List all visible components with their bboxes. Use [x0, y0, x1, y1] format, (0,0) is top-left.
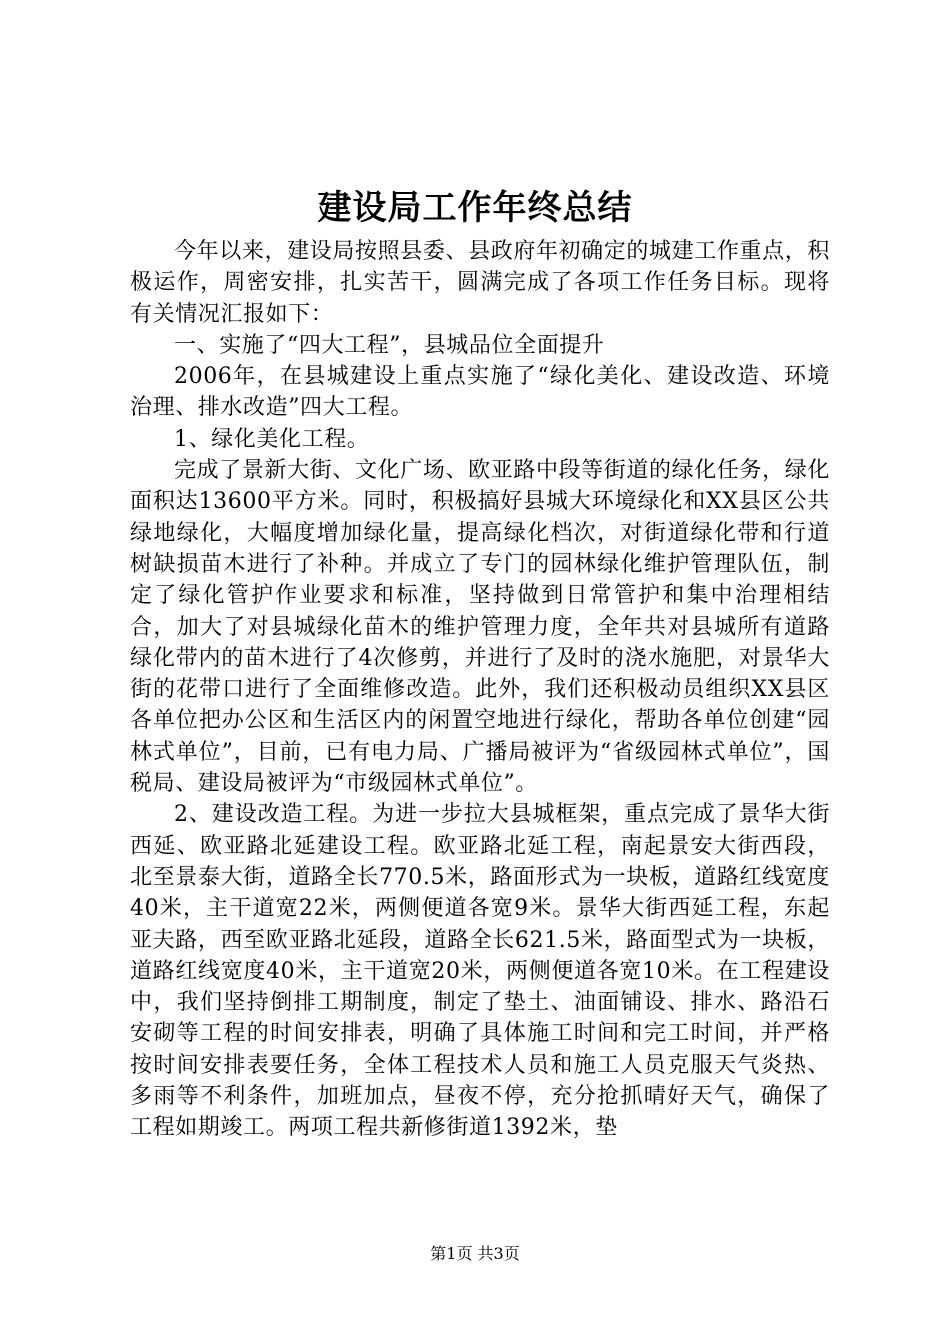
page-footer: 第1页 共3页: [430, 1244, 520, 1263]
document-title: 建设局工作年终总结: [317, 188, 633, 228]
section-heading-1: 一、实施了“四大工程”，县城品位全面提升: [174, 332, 605, 358]
greening-paragraph: 完成了景新大街、文化广场、欧亚路中段等街道的绿化任务，绿化面积达13600平方米。同时，积极搞好县城大环境绿化和XX县区公共绿地绿化，大幅度增加绿化量，提高绿化档次，对街道绿化带和行道树缺损苗木进行了补种。并成立了专门的园林绿化维护管理队伍，制定了绿化管护作业要求和标准，坚持做到日常管护和集中治理相结合，加大了对县城绿化苗木的维护管理力度，全年共对县城所有道路绿化带内的苗木进行了4次修剪，并进行了及时的浇水施肥，对景华大街的花带口进行了全面维修改造。此外，我们还积极动员组织XX县区各单位把办公区和生活区内的闲置空地进行绿化，帮助各单位创建“园林式单位”，目前，已有电力局、广播局被评为“省级园林式单位”，国税局、建设局被评为“市级园林式单位”。: [130, 458, 830, 797]
intro-paragraph: 今年以来，建设局按照县委、县政府年初确定的城建工作重点，积极运作，周密安排，扎实苦干，圆满完成了各项工作任务目标。现将有关情况汇报如下：: [130, 239, 830, 327]
construction-paragraph: 2、建设改造工程。为进一步拉大县城框架，重点完成了景华大街西延、欧亚路北延建设工程。欧亚路北延工程，南起景安大街西段，北至景泰大街，道路全长770.5米，路面形式为一块板，道路红线宽度40米，主干道宽22米，两侧便道各宽9米。景华大街西延工程，东起亚夫路，西至欧亚路北延段，道路全长621.5米，路面型式为一块板，道路红线宽度40米，主干道宽20米，两侧便道各宽10米。在工程建设中，我们坚持倒排工期制度，制定了垫土、油面铺设、排水、路沿石安砌等工程的时间安排表，明确了具体施工时间和完工时间，并严格按时间安排表要任务，全体工程技术人员和施工人员克服天气炎热、多雨等不利条件，加班加点，昼夜不停，充分抢抓晴好天气，确保了工程如期竣工。两项工程共新修街道1392米，垫: [130, 802, 830, 1141]
subsection-heading-greening: 1、绿化美化工程。: [174, 426, 370, 452]
document-body: [130, 236, 830, 1144]
section-1-summary-paragraph: 2006年，在县城建设上重点实施了“绿化美化、建设改造、环境治理、排水改造”四大工程。: [130, 364, 830, 421]
